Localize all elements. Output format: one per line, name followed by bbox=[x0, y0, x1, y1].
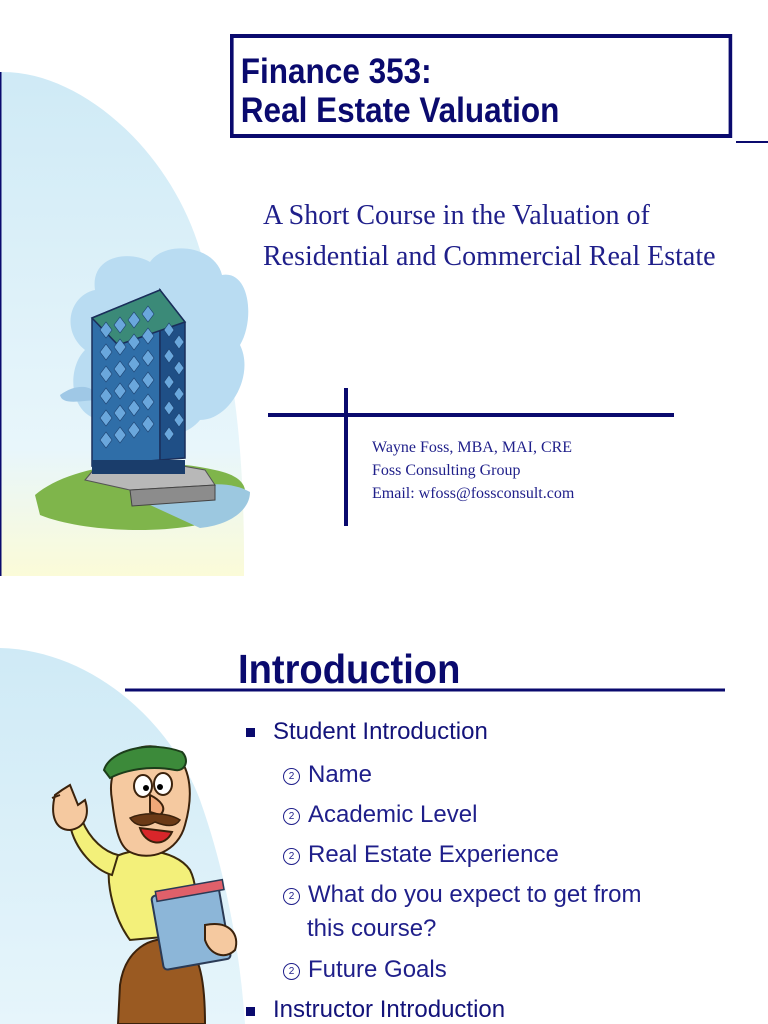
list-item bbox=[283, 841, 559, 869]
circled-two-icon: 2 bbox=[283, 888, 300, 905]
list-item bbox=[283, 881, 642, 909]
course-subtitle: A Short Course in the Valuation of Residential and Commercial Real Estate bbox=[263, 200, 716, 272]
list-item-continuation: this course? bbox=[307, 915, 437, 942]
circled-two-icon: 2 bbox=[283, 963, 300, 980]
introduction-slide bbox=[0, 590, 768, 1024]
list-item-label: What do you expect to get from bbox=[308, 881, 642, 908]
slide-title bbox=[230, 34, 732, 138]
list-item-label: Real Estate Experience bbox=[308, 841, 559, 868]
list-item-label: Name bbox=[308, 761, 373, 788]
slide-title: Introduction bbox=[238, 646, 461, 692]
circled-two-icon: 2 bbox=[283, 768, 300, 785]
title-line-1: Finance 353: bbox=[240, 52, 432, 91]
circled-two-icon: 2 bbox=[283, 848, 300, 865]
author-info bbox=[372, 436, 574, 505]
bullet-marker bbox=[246, 728, 255, 737]
list-item bbox=[283, 956, 447, 984]
circled-two-icon: 2 bbox=[283, 808, 300, 825]
bullet-student-introduction: Student Introduction bbox=[273, 718, 488, 745]
author-email: Email: wfoss@fossconsult.com bbox=[372, 485, 575, 502]
list-item bbox=[283, 801, 477, 829]
title-line-2: Real Estate Valuation bbox=[240, 91, 560, 130]
bullet-marker bbox=[246, 1007, 255, 1016]
list-item bbox=[283, 761, 372, 789]
list-item-label: Future Goals bbox=[308, 956, 447, 983]
list-item-label: Academic Level bbox=[308, 801, 478, 828]
author-name: Wayne Foss, MBA, MAI, CRE bbox=[372, 439, 573, 456]
author-company: Foss Consulting Group bbox=[372, 462, 521, 479]
bullet-instructor-introduction: Instructor Introduction bbox=[273, 996, 506, 1023]
